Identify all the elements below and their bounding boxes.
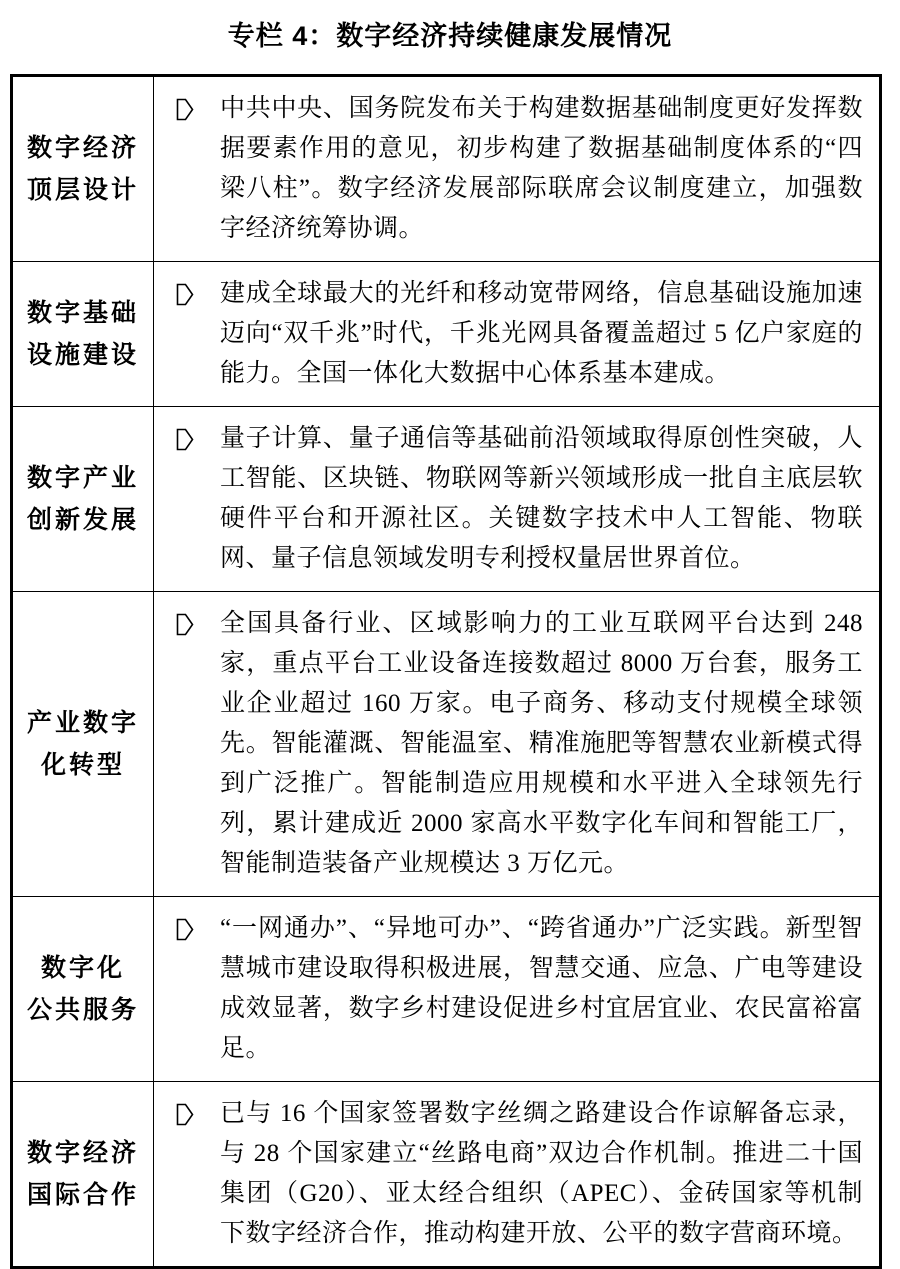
- row-label-line: 产业数字: [26, 709, 139, 737]
- row-content-cell: [154, 76, 881, 262]
- table-row: [12, 262, 881, 407]
- row-label-line: 顶层设计: [26, 176, 139, 204]
- row-label-line: 设施建设: [26, 341, 139, 369]
- page-title: 专栏 4：数字经济持续健康发展情况: [227, 21, 673, 51]
- arrow-bullet-icon: [176, 98, 194, 121]
- row-content-text: 中共中央、国务院发布关于构建数据基础制度更好发挥数据要素作用的意见，初步构建了数据基础制度体系的“四梁八柱”。数字经济发展部际联席会议制度建立，加强数字经济统筹协调。: [220, 95, 863, 242]
- row-label-line: 数字经济: [26, 134, 139, 162]
- row-content-text: “一网通办”、“异地可办”、“跨省通办”广泛实践。新型智慧城市建设取得积极进展，智慧交通、应急、广电等建设成效显著，数字乡村建设促进乡村宜居宜业、农民富裕富足。: [220, 915, 863, 1062]
- row-label-line: 化转型: [40, 751, 125, 779]
- row-content-cell: [154, 1082, 881, 1268]
- arrow-bullet-icon: [176, 613, 194, 636]
- table-row: [12, 897, 881, 1082]
- row-label: [12, 262, 154, 407]
- arrow-bullet-icon: [176, 918, 194, 941]
- table-row: [12, 1082, 881, 1268]
- arrow-bullet-icon: [176, 428, 194, 451]
- row-label: [12, 76, 154, 262]
- row-label-line: 数字化: [40, 954, 125, 982]
- arrow-bullet-icon: [176, 283, 194, 306]
- digital-economy-table: [10, 74, 882, 1269]
- row-content-text: 已与 16 个国家签署数字丝绸之路建设合作谅解备忘录，与 28 个国家建立“丝路电商”双边合作机制。推进二十国集团（G20）、亚太经合组织（APEC）、金砖国家等机制下数字经济合作，推动构建开放、公平的数字营商环境。: [220, 1100, 863, 1247]
- arrow-bullet-icon: [176, 1103, 194, 1126]
- row-label: [12, 1082, 154, 1268]
- table-row: [12, 592, 881, 897]
- row-label-line: 国际合作: [26, 1181, 139, 1209]
- row-label-line: 数字经济: [26, 1139, 139, 1167]
- row-label-line: 创新发展: [26, 506, 139, 534]
- row-label: [12, 897, 154, 1082]
- table-row: [12, 407, 881, 592]
- row-label: [12, 407, 154, 592]
- row-content-cell: [154, 592, 881, 897]
- table-row: [12, 76, 881, 262]
- row-content-text: 全国具备行业、区域影响力的工业互联网平台达到 248 家，重点平台工业设备连接数超过 8000 万台套，服务工业企业超过 160 万家。电子商务、移动支付规模全球领先。智能灌溉、智能温室、精准施肥等智慧农业新模式得到广泛推广。智能制造应用规模和水平进入全球领先行列，累计建成近 2000 家高水平数字化车间和智能工厂，智能制造装备产业规模达 3 万亿元。: [220, 610, 863, 877]
- row-label-line: 数字产业: [26, 464, 139, 492]
- row-content-cell: [154, 407, 881, 592]
- row-content-text: 建成全球最大的光纤和移动宽带网络，信息基础设施加速迈向“双千兆”时代，千兆光网具备覆盖超过 5 亿户家庭的能力。全国一体化大数据中心体系基本建成。: [220, 280, 863, 387]
- row-content-text: 量子计算、量子通信等基础前沿领域取得原创性突破，人工智能、区块链、物联网等新兴领域形成一批自主底层软硬件平台和开源社区。关键数字技术中人工智能、物联网、量子信息领域发明专利授权量居世界首位。: [220, 425, 863, 572]
- row-label-line: 公共服务: [26, 996, 139, 1024]
- row-content-cell: [154, 897, 881, 1082]
- row-label: [12, 592, 154, 897]
- row-content-cell: [154, 262, 881, 407]
- row-label-line: 数字基础: [26, 299, 139, 327]
